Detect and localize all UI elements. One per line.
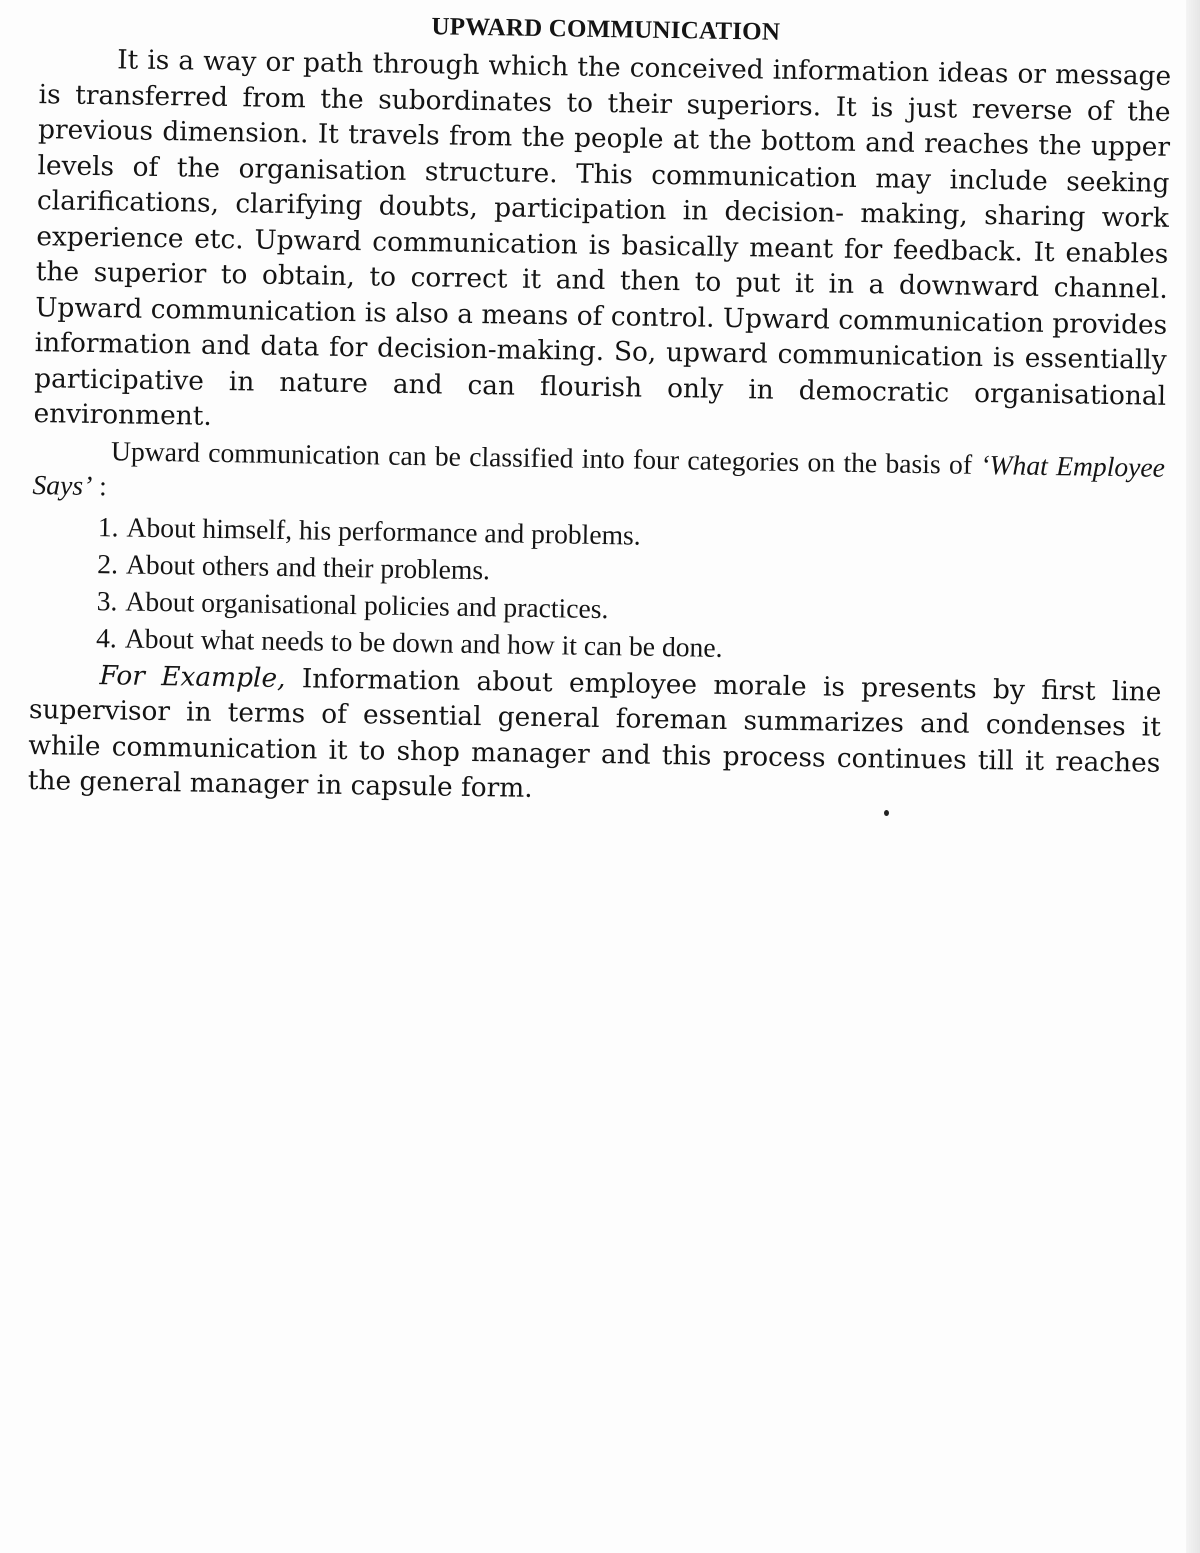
categories-intro-text: Upward communication can be classified into four categories on the basis of xyxy=(110,434,981,480)
list-item-text: About organisational policies and practices. xyxy=(125,585,609,624)
example-lead: For Example, xyxy=(99,659,286,694)
page-edge-shadow xyxy=(1186,0,1200,1553)
list-item-number: 2. xyxy=(97,547,119,579)
list-item-number: 3. xyxy=(96,584,118,616)
list-item-number: 1. xyxy=(97,510,119,542)
paragraph-example xyxy=(28,657,1162,817)
list-item-text: About what needs to be down and how it can be done. xyxy=(124,622,723,663)
categories-list xyxy=(30,507,1164,673)
example-text: Information about employee morale is presents by first line supervisor in terms of essential general foreman summarizes and condenses it while communication it to shop manager and this process continues till it reaches the general manager in capsule form. xyxy=(27,662,1162,804)
page-content xyxy=(28,5,1172,816)
section-heading: UPWARD COMMUNICATION xyxy=(431,13,781,46)
list-item-text: About others and their problems. xyxy=(125,548,491,585)
categories-quote: ‘What Employee Says’ xyxy=(32,448,1166,501)
categories-intro-tail: : xyxy=(92,469,108,502)
paragraph-definition: It is a way or path through which the conceived information ideas or message is transferred from the subordinates to their superiors. It is just reverse of the previous dimension. It travels from the people at the bottom and reaches the upper levels of the organisation structure. This communication may include seeking clarifications, clarifying doubts, participation in decision- making, sharing work experience etc. Upward communication is basically meant for feedback. It enables the superior to obtain, to correct it and then to put it in a downward channel. Upward communication is also a means of control. Upward communication provides information and data for decision-making. So, upward communication is essentially participative in nature and can flourish only in democratic organisational environment. xyxy=(33,44,1172,432)
list-item-number: 4. xyxy=(95,621,118,653)
ink-speck xyxy=(884,810,889,816)
list-item-text: About himself, his performance and problems. xyxy=(126,511,641,551)
